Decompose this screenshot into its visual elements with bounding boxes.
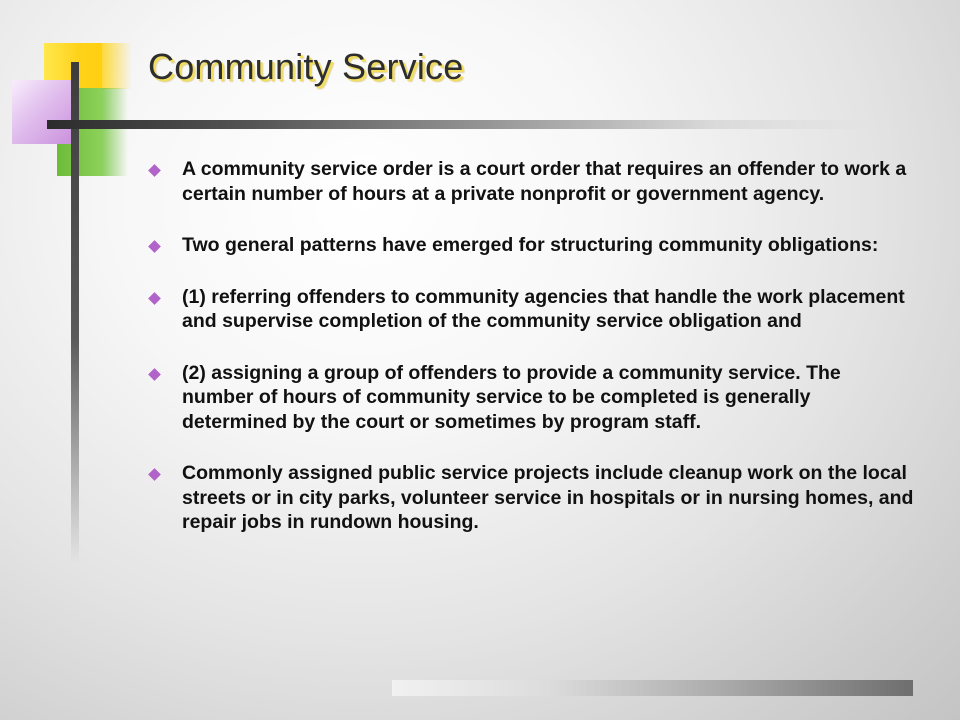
bullet-item (144, 361, 914, 435)
purple-square-decoration (12, 80, 74, 144)
bullet-text: Two general patterns have emerged for structuring community obligations: (182, 234, 879, 256)
bullet-item (144, 157, 914, 206)
diamond-bullet-icon (148, 468, 161, 481)
diamond-bullet-icon (148, 164, 161, 177)
diamond-bullet-icon (148, 240, 161, 253)
bullet-text: (2) assigning a group of offenders to provide a community service. The number of hours of community service to be completed is generally determined by the court or sometimes by program staff. (182, 361, 841, 433)
bottom-gradient-bar (392, 680, 913, 696)
bullet-item (144, 461, 914, 535)
bullet-text: Commonly assigned public service projects include cleanup work on the local streets or in city parks, volunteer service in hospitals or in nursing homes, and repair jobs in rundown housing. (182, 462, 914, 533)
slide-title: Community Service (148, 46, 464, 87)
bullet-list (144, 157, 914, 562)
vertical-rule (71, 62, 79, 564)
yellow-fade-decoration (102, 43, 132, 89)
diamond-bullet-icon (148, 368, 161, 381)
bullet-text: A community service order is a court order that requires an offender to work a certain number of hours at a private nonprofit or government agency. (182, 158, 907, 205)
horizontal-rule (47, 120, 877, 129)
bullet-item (144, 233, 914, 258)
diamond-bullet-icon (148, 292, 161, 305)
green-fade-decoration (102, 88, 128, 176)
bullet-text: (1) referring offenders to community agencies that handle the work placement and supervise completion of the community service obligation and (182, 285, 905, 332)
bullet-item (144, 285, 914, 334)
